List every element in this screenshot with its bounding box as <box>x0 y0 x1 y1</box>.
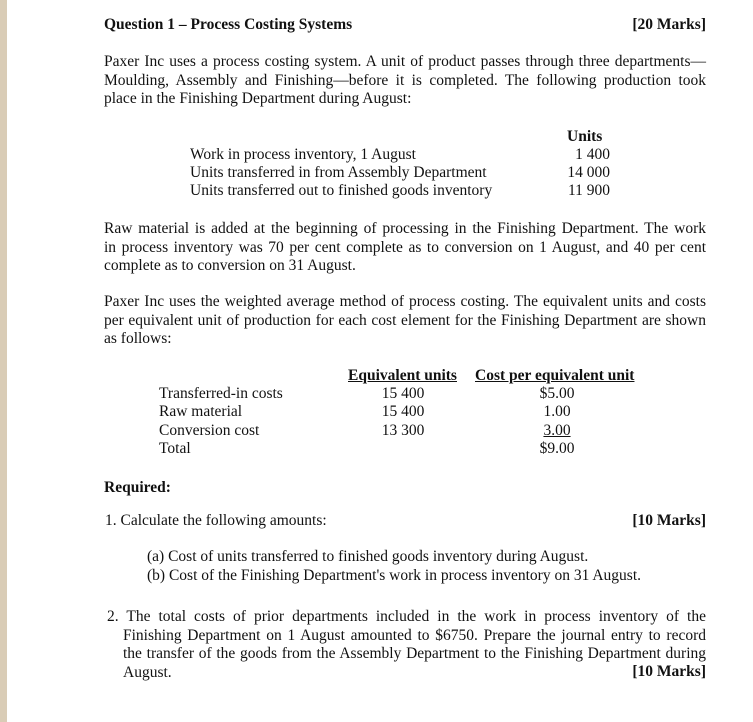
cost-per-unit-header: Cost per equivalent unit <box>475 367 635 384</box>
raw-material-line: Raw material is added at the beginning of processing in the Finishing Department. The work <box>104 220 706 237</box>
cost-row-cost: $5.00 <box>539 385 575 402</box>
units-row-value: 14 000 <box>567 164 610 181</box>
q2-line: the transfer of the goods from the Assembly Department to the Finishing Department during <box>123 645 706 662</box>
units-row-label: Units transferred in from Assembly Department <box>190 164 487 181</box>
question-title: Question 1 – Process Costing Systems <box>104 16 353 33</box>
q2-line: Finishing Department on 1 August amounted to $6750. Prepare the journal entry to record <box>123 626 706 644</box>
intro-line: Paxer Inc uses a process costing system. A unit of product passes through three departments— <box>104 53 706 70</box>
method-line: per equivalent unit of production for each cost element for the Finishing Department are shown <box>104 311 706 329</box>
intro-line: Moulding, Assembly and Finishing—before it is completed. The following production took <box>104 71 706 89</box>
cost-row-eu: 15 400 <box>381 403 425 420</box>
q1-marks: [10 Marks] <box>632 512 706 529</box>
q1-part-b: (b) Cost of the Finishing Department's work in process inventory on 31 August. <box>147 567 642 584</box>
cost-row-label: Transferred-in costs <box>159 385 283 402</box>
cost-row-cost: 1.00 <box>543 403 571 420</box>
intro-paragraph <box>104 53 706 109</box>
intro-line: place in the Finishing Department during August: <box>104 90 412 107</box>
q1-text: 1. Calculate the following amounts: <box>105 512 327 529</box>
q2-line: August. <box>123 663 172 681</box>
raw-material-paragraph <box>104 220 706 276</box>
required-heading: Required: <box>104 479 171 496</box>
cost-row-label: Raw material <box>159 403 243 420</box>
method-paragraph <box>104 293 706 349</box>
q1-part-a: (a) Cost of units transferred to finished goods inventory during August. <box>147 548 589 565</box>
units-row-value: 11 900 <box>567 182 610 199</box>
question-marks: [20 Marks] <box>632 16 706 33</box>
cost-row-label: Total <box>159 440 191 457</box>
q2-marks: [10 Marks] <box>632 663 706 680</box>
units-header: Units <box>567 128 603 145</box>
cost-row-eu: 15 400 <box>381 385 425 402</box>
cost-row-label: Conversion cost <box>159 422 260 439</box>
equivalent-units-header: Equivalent units <box>348 367 457 384</box>
cost-row-cost-underlined <box>512 422 602 440</box>
conversion-cost-value: 3.00 <box>543 422 571 439</box>
q2-line: 2. The total costs of prior departments included in the work in process inventory of the <box>107 608 706 625</box>
page-edge <box>0 0 7 722</box>
units-row-label: Units transferred out to finished goods inventory <box>190 182 493 199</box>
raw-material-line: complete as to conversion on 31 August. <box>104 257 356 274</box>
units-row-label: Work in process inventory, 1 August <box>190 146 416 163</box>
cost-row-eu: 13 300 <box>381 422 425 439</box>
method-line: as follows: <box>104 330 172 347</box>
raw-material-line: in process inventory was 70 per cent complete as to conversion on 1 August, and 40 per cent <box>104 238 706 256</box>
cost-row-total: $9.00 <box>539 440 575 457</box>
units-row-value: 1 400 <box>575 146 610 163</box>
method-line: Paxer Inc uses the weighted average method of process costing. The equivalent units and costs <box>104 293 706 310</box>
